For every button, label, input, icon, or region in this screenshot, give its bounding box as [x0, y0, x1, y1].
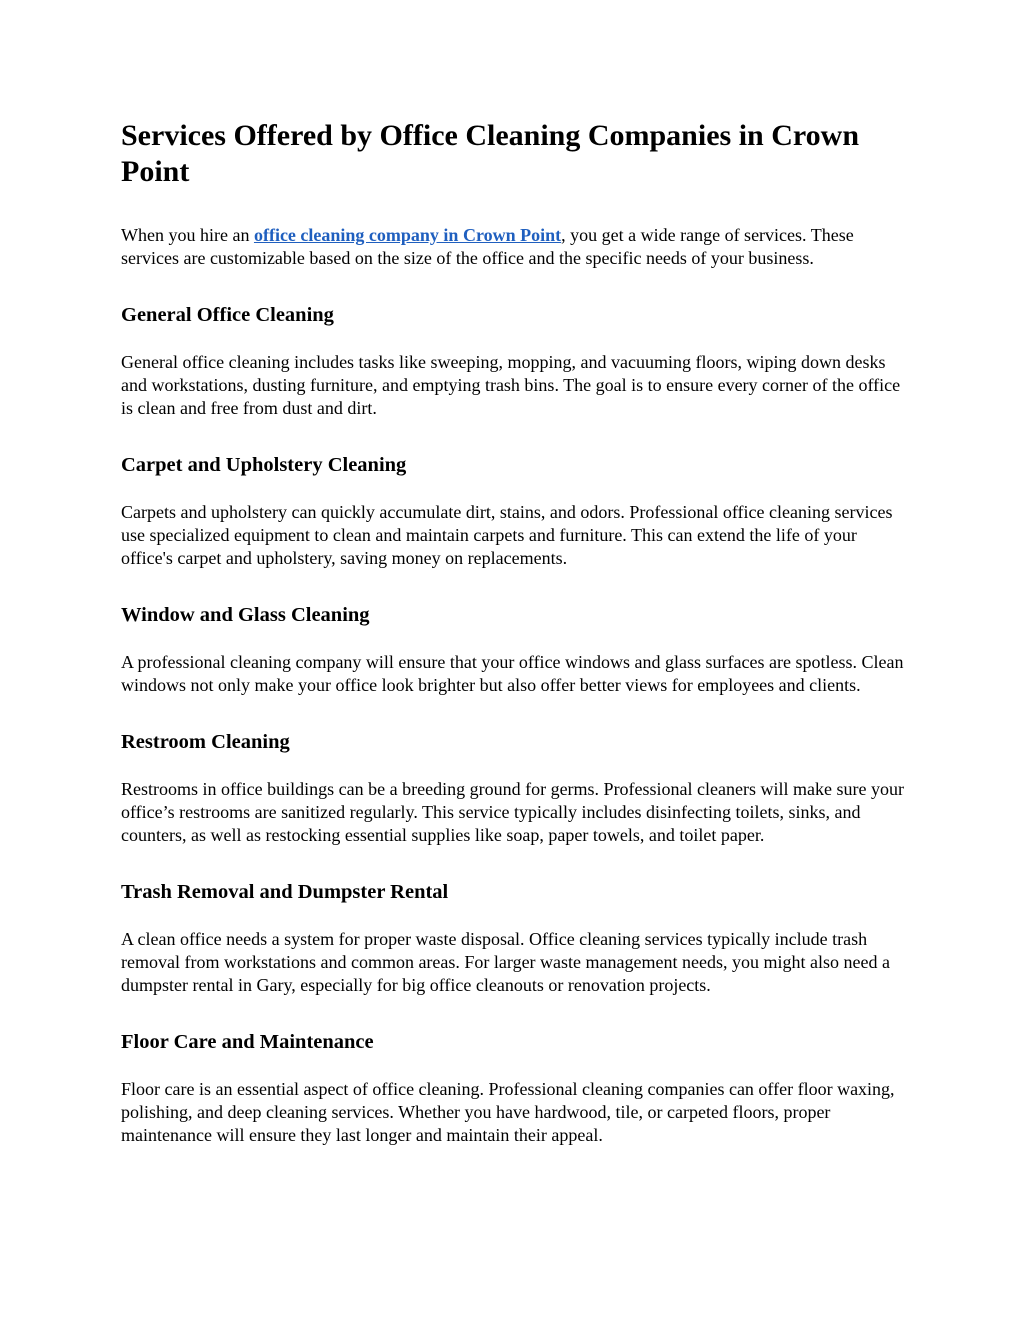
- page-title: Services Offered by Office Cleaning Companies in Crown Point: [121, 119, 860, 188]
- intro-paragraph: [121, 224, 906, 270]
- section-heading: Carpet and Upholstery Cleaning: [121, 454, 407, 476]
- section-carpet-upholstery-cleaning: [121, 453, 906, 570]
- section-trash-removal-dumpster-rental: [121, 880, 906, 997]
- office-cleaning-company-link[interactable]: office cleaning company in Crown Point: [253, 225, 562, 245]
- intro-text-before: When you hire an: [121, 225, 254, 245]
- section-heading: Floor Care and Maintenance: [121, 1031, 374, 1053]
- section-body: Floor care is an essential aspect of office cleaning. Professional cleaning companies can offer floor waxing, polishing, and deep cleaning services. Whether you have hardwood, tile, or carpeted floors, proper maintenance will ensure they last longer and maintain their appeal.: [121, 1079, 895, 1145]
- section-heading: General Office Cleaning: [121, 304, 334, 326]
- intro-text-after: , you get a wide range of services. These services are customizable based on the size of the office and the specific needs of your business.: [121, 225, 854, 268]
- section-heading: Trash Removal and Dumpster Rental: [121, 881, 449, 903]
- section-body: A clean office needs a system for proper waste disposal. Office cleaning services typically include trash removal from workstations and common areas. For larger waste management needs, you might also need a dumpster rental in Gary, especially for big office cleanouts or renovation projects.: [121, 929, 890, 995]
- section-body: General office cleaning includes tasks like sweeping, mopping, and vacuuming floors, wiping down desks and workstations, dusting furniture, and emptying trash bins. The goal is to ensure every corner of the office is clean and free from dust and dirt.: [121, 352, 901, 418]
- section-body: A professional cleaning company will ensure that your office windows and glass surfaces are spotless. Clean windows not only make your office look brighter but also offer better views for employees and clients.: [121, 652, 904, 695]
- section-window-glass-cleaning: [121, 603, 906, 697]
- document-page: [121, 118, 906, 1147]
- section-body: Carpets and upholstery can quickly accumulate dirt, stains, and odors. Professional office cleaning services use specialized equipment to clean and maintain carpets and furniture. This can extend the life of your office's carpet and upholstery, saving money on replacements.: [121, 502, 893, 568]
- section-general-office-cleaning: [121, 303, 906, 420]
- section-heading: Restroom Cleaning: [121, 731, 290, 753]
- section-heading: Window and Glass Cleaning: [121, 604, 370, 626]
- section-restroom-cleaning: [121, 730, 906, 847]
- section-body: Restrooms in office buildings can be a breeding ground for germs. Professional cleaners will make sure your office’s restrooms are sanitized regularly. This service typically includes disinfecting toilets, sinks, and counters, as well as restocking essential supplies like soap, paper towels, and toilet paper.: [121, 779, 904, 845]
- section-floor-care-maintenance: [121, 1030, 906, 1147]
